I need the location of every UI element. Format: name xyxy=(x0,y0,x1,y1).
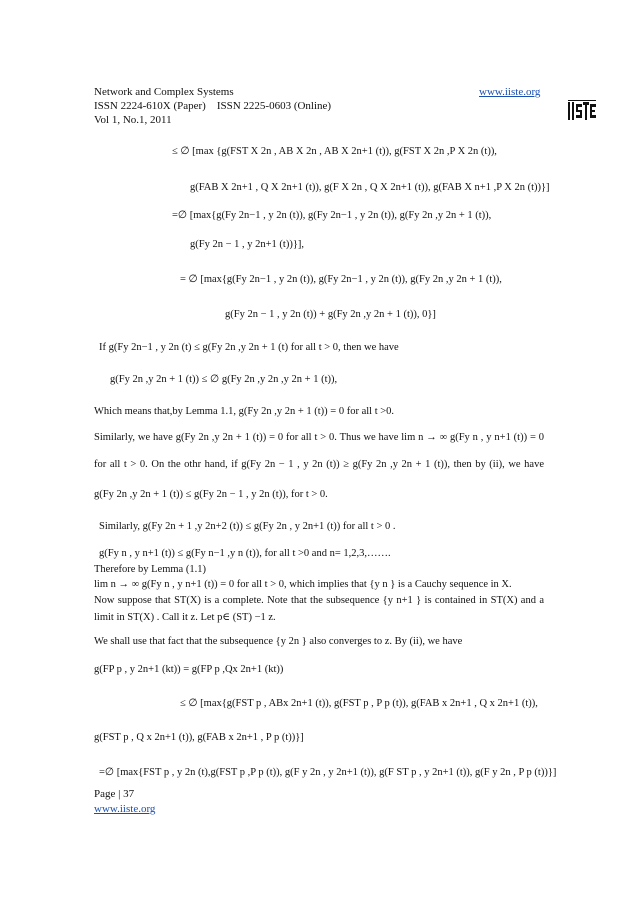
eq-line-2: g(FAB X 2n+1 , Q X 2n+1 (t)), g(F X 2n , Q X 2n+1 (t)), g(FAB X n+1 ,P X 2n (t))}] xyxy=(190,182,550,193)
volume-line: Vol 1, No.1, 2011 xyxy=(94,114,172,126)
journal-website-link[interactable]: www.iiste.org xyxy=(479,86,541,98)
iiste-logo-mark xyxy=(568,100,596,122)
eq-line-1: ≤ ∅ [max {g(FST X 2n , AB X 2n , AB X 2n+1 (t)), g(FST X 2n ,P X 2n (t)), xyxy=(172,146,497,157)
text-line-11: for all t > 0. On the othr hand, if g(Fy 2n − 1 , y 2n (t)) ≥ g(Fy 2n ,y 2n + 1 (t)), then by (ii), we have xyxy=(94,459,544,470)
text-line-12: g(Fy 2n ,y 2n + 1 (t)) ≤ g(Fy 2n − 1 , y 2n (t)), for t > 0. xyxy=(94,489,328,500)
eq-line-6: g(Fy 2n − 1 , y 2n (t)) + g(Fy 2n ,y 2n + 1 (t)), 0}] xyxy=(225,309,436,320)
page-number: Page | 37 xyxy=(94,788,135,800)
eq-line-22: g(FST p , Q x 2n+1 (t)), g(FAB x 2n+1 , P p (t))}] xyxy=(94,732,304,743)
text-line-13: Similarly, g(Fy 2n + 1 ,y 2n+2 (t)) ≤ g(Fy 2n , y 2n+1 (t)) for all t > 0 . xyxy=(99,521,396,532)
text-line-18: limit in ST(X) . Call it z. Let p∈ (ST) −1 z. xyxy=(94,612,276,623)
iiste-logo xyxy=(568,100,596,122)
journal-title: Network and Complex Systems xyxy=(94,86,234,98)
eq-line-23: =∅ [max{FST p , y 2n (t),g(FST p ,P p (t)), g(F y 2n , y 2n+1 (t)), g(F ST p , y 2n+1 (t)), g(F y 2n , P p (t))}] xyxy=(99,767,557,778)
text-line-7: If g(Fy 2n−1 , y 2n (t) ≤ g(Fy 2n ,y 2n + 1 (t) for all t > 0, then we have xyxy=(99,342,399,353)
text-line-16: lim n → ∞ g(Fy n , y n+1 (t)) = 0 for all t > 0, which implies that {y n } is a Cauchy sequence in X. xyxy=(94,579,512,590)
text-line-10: Similarly, we have g(Fy 2n ,y 2n + 1 (t)) = 0 for all t > 0. Thus we have lim n → ∞ g(Fy n , y n+1 (t)) = 0 xyxy=(94,432,544,443)
eq-line-21: ≤ ∅ [max{g(FST p , ABx 2n+1 (t)), g(FST p , P p (t)), g(FAB x 2n+1 , Q x 2n+1 (t)), xyxy=(180,698,538,709)
text-line-19: We shall use that fact that the subsequence {y 2n } also converges to z. By (ii), we have xyxy=(94,636,463,647)
text-line-17: Now suppose that ST(X) is a complete. Note that the subsequence {y n+1 } is contained in ST(X) and a xyxy=(94,595,544,606)
text-line-14: g(Fy n , y n+1 (t)) ≤ g(Fy n−1 ,y n (t)), for all t >0 and n= 1,2,3,……. xyxy=(99,548,391,559)
issn-line: ISSN 2224-610X (Paper) ISSN 2225-0603 (Online) xyxy=(94,100,332,112)
eq-line-5: = ∅ [max{g(Fy 2n−1 , y 2n (t)), g(Fy 2n−1 , y 2n (t)), g(Fy 2n ,y 2n + 1 (t)), xyxy=(180,274,502,285)
text-line-15: Therefore by Lemma (1.1) xyxy=(94,564,206,575)
eq-line-8: g(Fy 2n ,y 2n + 1 (t)) ≤ ∅ g(Fy 2n ,y 2n ,y 2n + 1 (t)), xyxy=(110,374,338,385)
eq-line-20: g(FP p , y 2n+1 (kt)) = g(FP p ,Qx 2n+1 (kt)) xyxy=(94,664,284,675)
footer-website-link[interactable]: www.iiste.org xyxy=(94,803,156,815)
eq-line-3: =∅ [max{g(Fy 2n−1 , y 2n (t)), g(Fy 2n−1 , y 2n (t)), g(Fy 2n ,y 2n + 1 (t)), xyxy=(172,210,492,221)
text-line-9: Which means that,by Lemma 1.1, g(Fy 2n ,y 2n + 1 (t)) = 0 for all t >0. xyxy=(94,406,395,417)
eq-line-4: g(Fy 2n − 1 , y 2n+1 (t))}], xyxy=(190,239,304,250)
